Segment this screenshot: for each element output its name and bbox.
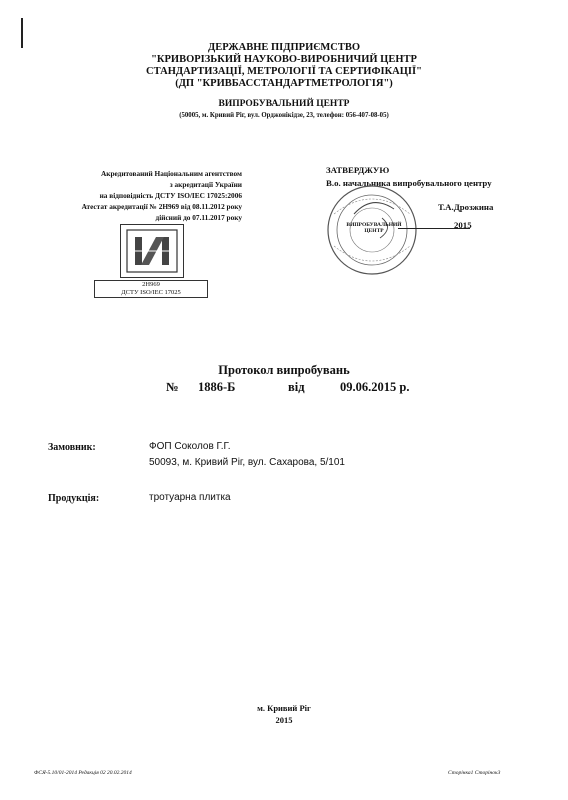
product-value: тротуарна плитка [149, 492, 231, 503]
accreditation-logo-caption [94, 280, 208, 298]
protocol-from-label: від [288, 380, 305, 394]
protocol-number: 1886-Б [198, 380, 236, 394]
accreditation-logo [120, 224, 184, 278]
footer-year: 2015 [275, 715, 293, 725]
header-org-type: ДЕРЖАВНЕ ПІДПРИЄМСТВО [207, 42, 361, 53]
logo-code: 2Н969 [142, 281, 160, 288]
header-org-short: (ДП "КРИВБАССТАНДАРТМЕТРОЛОГІЯ") [175, 78, 393, 89]
accreditation-line-3: на відповідність ДСТУ ISO/IEC 17025:2006 [99, 191, 242, 200]
customer-label: Замовник: [48, 442, 96, 453]
customer-address: 50093, м. Кривий Ріг, вул. Сахарова, 5/101 [149, 457, 345, 468]
protocol-number-sign: № [166, 380, 179, 394]
header-center-name: ВИПРОБУВАЛЬНИЙ ЦЕНТР [218, 99, 350, 109]
accreditation-line-5: дійсний до 07.11.2017 року [155, 213, 242, 222]
approval-position: В.о. начальника випробувального центру [326, 178, 492, 188]
page-info: Сторінка1 Сторінок3 [448, 770, 501, 776]
approval-stamp [314, 184, 430, 276]
header-org-name-1: "КРИВОРІЗЬКИЙ НАУКОВО-ВИРОБНИЧИЙ ЦЕНТР [151, 54, 417, 65]
logo-standard: ДСТУ ISO/IEC 17025 [121, 288, 181, 296]
protocol-title: Протокол випробувань [218, 363, 350, 377]
stamp-text: ВИПРОБУВАЛЬНИЙ ЦЕНТР [346, 222, 402, 234]
protocol-date: 09.06.2015 р. [340, 380, 410, 394]
accreditation-logo-icon [121, 225, 183, 277]
form-code: ФСЯ-5.10/01-2014 Редакція 02 20.02.2014 [34, 770, 132, 776]
header-org-name-2: СТАНДАРТИЗАЦІЇ, МЕТРОЛОГІЇ ТА СЕРТИФІКАЦІЇ" [146, 66, 422, 77]
approval-name: Т.А.Дрозжина [438, 202, 494, 212]
accreditation-line-1: Акредитований Національним агентством [100, 169, 242, 178]
customer-name: ФОП Соколов Г.Г. [149, 441, 231, 452]
approval-year: 2015 [454, 220, 472, 230]
accreditation-line-4: Атестат акредитації № 2Н969 від 08.11.2012 року [81, 202, 242, 211]
approval-title: ЗАТВЕРДЖУЮ [326, 165, 390, 175]
accreditation-line-2: з акредитації України [169, 180, 242, 189]
header-address: (50005, м. Кривий Ріг, вул. Орджонікідзе, 23, телефон: 056-407-08-05) [179, 112, 389, 119]
footer-city: м. Кривий Ріг [257, 703, 311, 713]
product-label: Продукція: [48, 493, 100, 504]
